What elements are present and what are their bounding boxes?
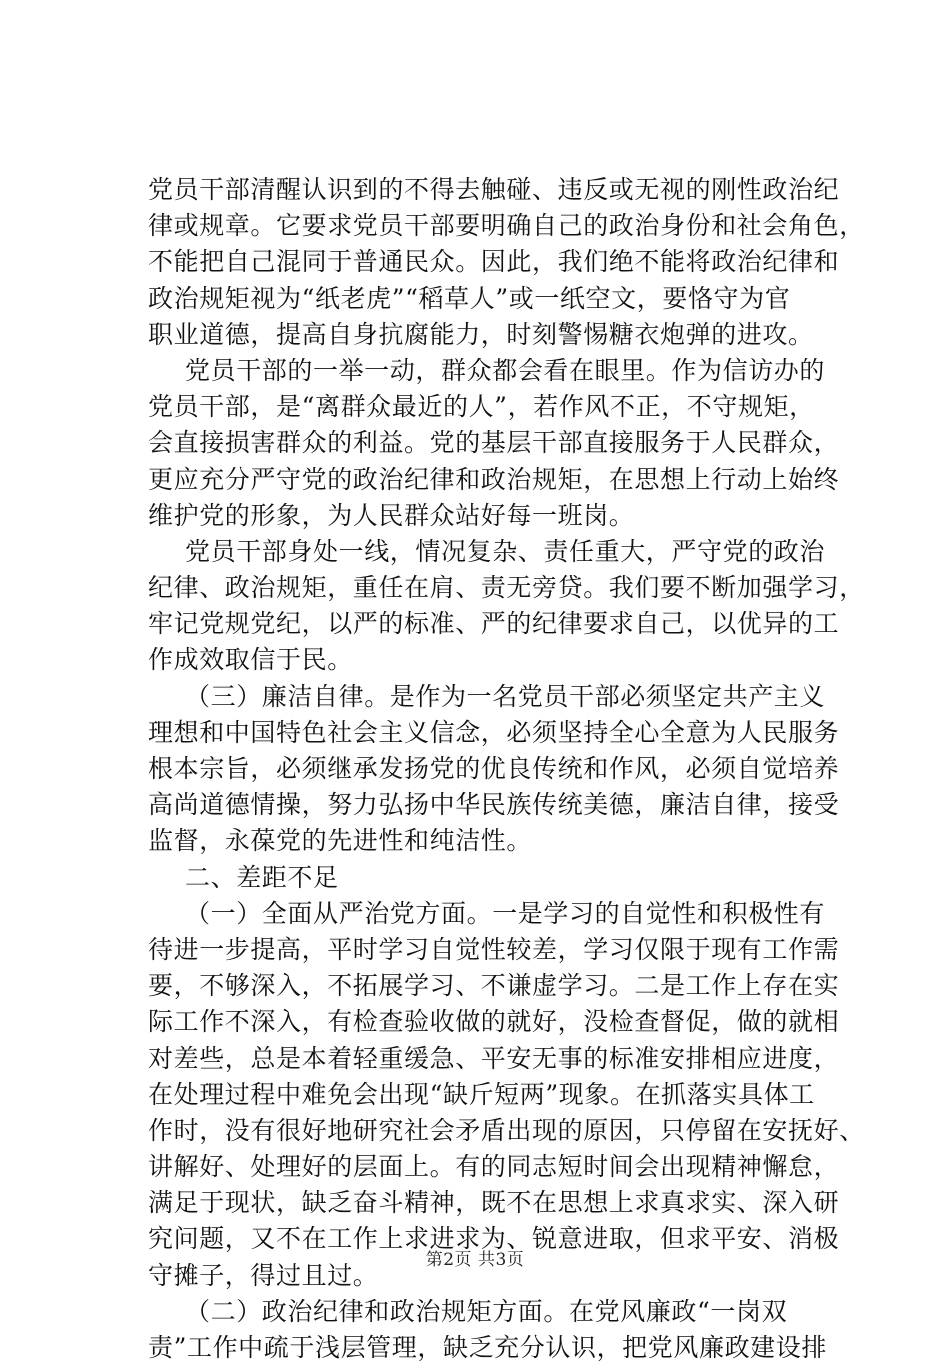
text-line: 律或规章。它要求党员干部要明确自己的政治身份和社会角色，	[148, 211, 865, 241]
text-line: （一）全面从严治党方面。一是学习的自觉性和积极性有	[185, 898, 826, 928]
text-line: 理想和中国特色社会主义信念，必须坚持全心全意为人民服务	[148, 717, 840, 747]
text-line: 讲解好、处理好的层面上。有的同志短时间会出现精神懈怠，	[148, 1152, 840, 1182]
body-text	[148, 172, 865, 1366]
text-line: 际工作不深入，有检查验收做的就好，没检查督促，做的就相	[148, 1007, 840, 1037]
text-line: 监督，永葆党的先进性和纯洁性。	[148, 826, 533, 856]
text-line: 作时，没有很好地研究社会矛盾出现的原因，只停留在安抚好、	[148, 1115, 865, 1145]
text-line: 党员干部身处一线，情况复杂、责任重大，严守党的政治	[185, 536, 826, 566]
text-line: 待进一步提高，平时学习自觉性较差，学习仅限于现有工作需	[148, 934, 840, 964]
text-line: 不能把自己混同于普通民众。因此，我们绝不能将政治纪律和	[148, 247, 840, 277]
text-line: 党员干部的一举一动，群众都会看在眼里。作为信访办的	[185, 355, 826, 385]
text-line: 高尚道德情操，努力弘扬中华民族传统美德，廉洁自律，接受	[148, 790, 840, 820]
text-line: 满足于现状，缺乏奋斗精神，既不在思想上求真求实、深入研	[148, 1188, 840, 1218]
text-line: 党员干部清醒认识到的不得去触碰、违反或无视的刚性政治纪	[148, 175, 840, 204]
page-footer: 第2页 共3页	[425, 1250, 525, 1270]
text-line: 作成效取信于民。	[148, 645, 353, 675]
text-line: 更应充分严守党的政治纪律和政治规矩，在思想上行动上始终	[148, 464, 840, 494]
text-line: 维护党的形象，为人民群众站好每一班岗。	[148, 500, 635, 530]
text-line: 职业道德，提高自身抗腐能力，时刻警惕糖衣炮弹的进攻。	[148, 319, 814, 349]
text-line: 牢记党规党纪，以严的标准、严的纪律要求自己，以优异的工	[148, 609, 840, 639]
text-line: 根本宗旨，必须继承发扬党的优良传统和作风，必须自觉培养	[148, 754, 840, 783]
text-line: 在处理过程中难免会出现“缺斤短两”现象。在抓落实具体工	[148, 1079, 815, 1109]
text-line: 政治规矩视为“纸老虎”“稻草人”或一纸空文，要恪守为官	[148, 283, 791, 313]
text-line: （二）政治纪律和政治规矩方面。在党风廉政“一岗双	[185, 1296, 788, 1326]
text-line: 会直接损害群众的利益。党的基层干部直接服务于人民群众，	[148, 428, 840, 458]
text-line: 责”工作中疏于浅层管理，缺乏充分认识，把党风廉政建设排	[148, 1333, 827, 1362]
text-line: 对差些，总是本着轻重缓急、平安无事的标准安排相应进度，	[148, 1043, 840, 1073]
text-line: （三）廉洁自律。是作为一名党员干部必须坚定共产主义	[185, 681, 826, 711]
text-line: 二、差距不足	[185, 862, 339, 892]
text-line: 守摊子，得过且过。	[148, 1260, 379, 1290]
text-line: 党员干部，是“离群众最近的人”，若作风不正，不守规矩，	[148, 392, 815, 422]
text-line: 究问题，又不在工作上求进求为、锐意进取，但求平安、消极	[148, 1224, 840, 1254]
text-line: 要，不够深入，不拓展学习、不谦虚学习。二是工作上存在实	[148, 971, 840, 1001]
text-line: 纪律、政治规矩，重任在肩、责无旁贷。我们要不断加强学习，	[148, 573, 865, 603]
